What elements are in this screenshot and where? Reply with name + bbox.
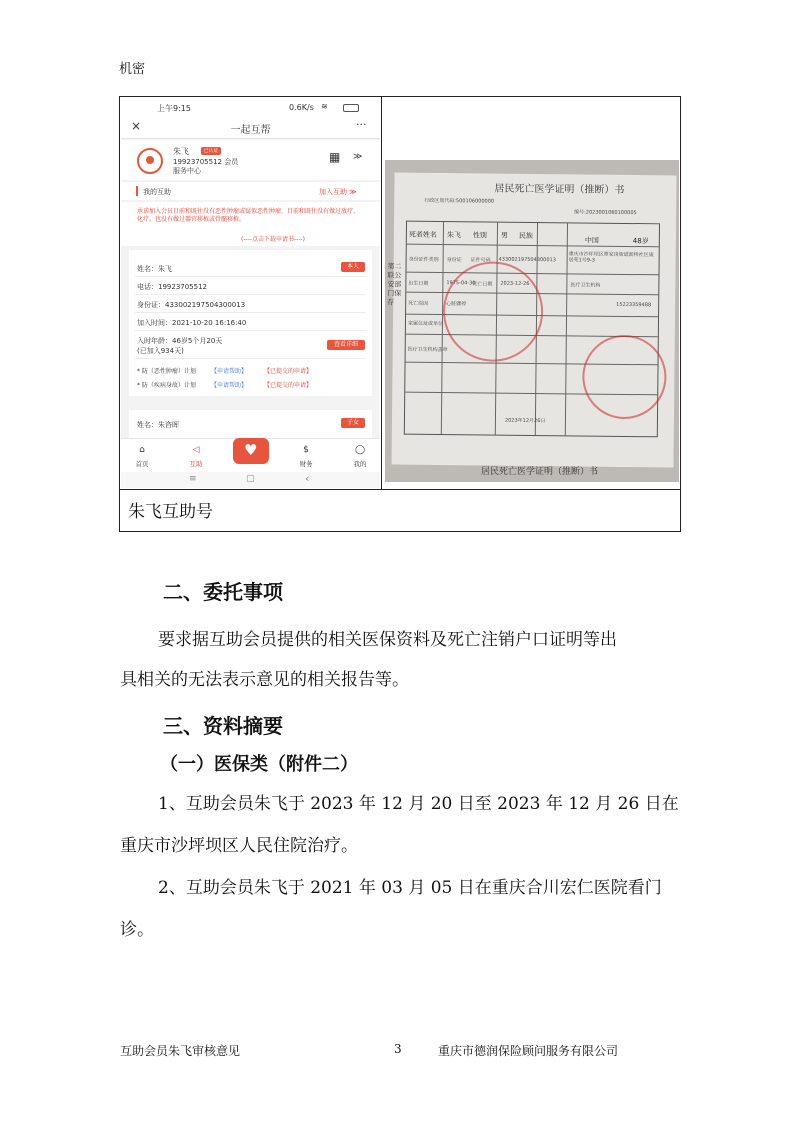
menu-icon[interactable]: ≡ (189, 474, 197, 484)
value-address-residence: 重庆市沙坪坝区覃家岗街道新桥社区康居苑1号9-3 (568, 251, 654, 264)
verified-badge: 已认证 (201, 147, 221, 155)
certificate-date: 2023年12月26日 (504, 417, 546, 425)
member-joined-days: (已加入934天) (137, 347, 184, 355)
tab-mine[interactable]: 我的 (353, 460, 367, 468)
profile-phone: 19923705512 会员 (173, 158, 239, 166)
phone-screenshot (121, 98, 380, 488)
app-titlebar (121, 116, 380, 139)
grid-line (565, 223, 568, 435)
item1-line1: 1、互助会员朱飞于 2023 年 12 月 20 日至 2023 年 12 月 26 日在 (158, 794, 679, 814)
section3-heading: 三、资料摘要 (163, 714, 283, 738)
close-icon[interactable]: × (131, 119, 142, 133)
value-id-type: 身份证 (446, 257, 462, 264)
more-icon[interactable]: ··· (356, 118, 367, 131)
plan-death-submitted-link[interactable]: 【已提交的申请】 (264, 382, 313, 389)
member-name: 姓名：朱飞 (137, 265, 172, 273)
divider (135, 358, 366, 359)
app-title: 一起互帮 (230, 125, 271, 136)
download-application-link[interactable]: (----点击下载申请书----) (241, 236, 306, 243)
finance-icon[interactable]: $ (303, 445, 309, 455)
item1-line2: 重庆市沙坪坝区人民住院治疗。 (120, 836, 358, 856)
grid-line (407, 244, 659, 248)
value-sex: 男 (500, 231, 508, 240)
plan-cancer-label: * 防（恶性肿瘤）计划 (137, 368, 196, 375)
hospital-seal (582, 335, 667, 420)
official-seal (443, 261, 544, 362)
status-bar (121, 98, 380, 116)
table-horizontal-divider (119, 489, 681, 490)
certificate-bottom-title: 居民死亡医学证明（推断）书 (481, 467, 599, 477)
profile-name: 朱飞 (173, 147, 189, 156)
member-card-child (129, 410, 372, 440)
value-nationality: 中国 (584, 236, 599, 245)
profile-service: 服务中心 (173, 167, 201, 175)
label-id-number: 证件号码 (470, 257, 491, 264)
certificate-paper (387, 173, 676, 468)
value-death: 2023-12-26 (500, 280, 530, 287)
label-address: 家属住址或单位 (407, 320, 443, 328)
value-id-number: 433002197504300013 (498, 256, 556, 264)
tab-finance[interactable]: 财务 (299, 460, 313, 468)
value-cause: 心脏骤停 (446, 301, 467, 308)
death-certificate-photo (385, 160, 679, 482)
section2-paragraph-line1: 要求据互助会员提供的相关医保资料及死亡注销户口证明等出 (158, 630, 617, 650)
home-icon[interactable]: ⌂ (139, 445, 145, 455)
item2-line1: 2、互助会员朱飞于 2021 年 03 月 05 日在重庆合川宏仁医院看门 (158, 878, 662, 898)
value-name: 朱飞 (446, 231, 461, 240)
certificate-number: 编号:2023001060100005 (574, 209, 637, 217)
section2-paragraph-line2: 具相关的无法表示意见的相关报告等。 (120, 670, 409, 690)
status-time: 上午9:15 (157, 104, 191, 113)
page-number: 3 (394, 1042, 402, 1056)
member-name: 姓名：朱咨晖 (137, 421, 179, 429)
tab-help[interactable]: 互助 (189, 460, 203, 468)
member-card-self (129, 250, 372, 396)
divider (135, 312, 366, 313)
android-nav-bar (121, 472, 380, 488)
my-help-bar (121, 182, 380, 200)
section-marker (136, 186, 138, 196)
value-age: 48岁 (632, 237, 649, 246)
label-cause: 死亡原因 (408, 300, 429, 307)
value-birth: 1975-04-30 (446, 280, 476, 287)
relation-tag: 子女 (341, 418, 365, 428)
certificate-title: 居民死亡医学证明（推断）书 (494, 183, 625, 196)
relation-tag: 本人 (341, 262, 365, 272)
section3-subheading: （一）医保类（附件二） (160, 754, 358, 775)
member-id: 身份证：433002197504300013 (137, 301, 246, 309)
view-details-button[interactable]: 查看详细 (327, 340, 365, 350)
screenshot-caption: 朱飞互助号 (128, 502, 213, 522)
label-birth: 出生日期 (408, 280, 429, 287)
value-phone: 15223359488 (616, 301, 652, 309)
region-code: 行政区划代码:500106000000 (424, 197, 495, 205)
notice-card (121, 202, 380, 246)
divider (135, 294, 366, 295)
label-id-type: 身份证件类别 (408, 256, 439, 263)
side-note: 第二联公安部门保存 (387, 262, 402, 307)
back-icon[interactable]: ‹ (305, 472, 310, 485)
grid-line (406, 272, 658, 276)
home-nav-icon[interactable]: ▢ (246, 474, 255, 484)
value-place: 医疗卫生机构 (570, 282, 601, 289)
table-vertical-divider (381, 96, 382, 489)
confidential-label: 机密 (119, 62, 146, 77)
plan-cancer-submitted-link[interactable]: 【已提交的申请】 (264, 368, 313, 375)
section2-heading: 二、委托事项 (163, 580, 283, 604)
avatar (137, 148, 163, 174)
label-hospital-seal: 医疗卫生机构盖章 (407, 346, 448, 354)
label-nationality: 民族 (518, 231, 533, 240)
wifi-icon: ≋ (321, 102, 328, 111)
profile-arrow-icon[interactable]: ≫ (353, 152, 363, 162)
battery-icon (343, 104, 359, 112)
divider (135, 276, 366, 277)
commitment-notice: 承诺加入会员目前和既往没有恶性肿瘤或疑似恶性肿瘤，目前和既往没有做过放疗、化疗，也没有做过器官移植或骨髓移植。 (137, 208, 360, 223)
member-phone: 电话：19923705512 (137, 283, 207, 291)
footer-company: 重庆市德润保险顾问服务有限公司 (438, 1044, 619, 1058)
profile-icon[interactable]: ◯ (354, 445, 366, 455)
plan-death-label: * 防（疾病身故）计划 (137, 382, 196, 389)
my-help-label: 我的互助 (143, 188, 171, 196)
tab-home[interactable]: 首页 (135, 460, 149, 468)
footer-left: 互助会员朱飞审核意见 (120, 1044, 241, 1058)
label-name: 死者姓名 (408, 230, 437, 239)
label-sex: 性别 (472, 231, 487, 240)
profile-card[interactable] (121, 140, 380, 180)
member-join-age: 入时年龄：46岁5个月20天 (137, 337, 223, 345)
label-death: 死亡日期 (472, 281, 493, 288)
plan-cancer-apply-link[interactable]: 【申请帮助】 (211, 368, 248, 375)
network-speed: 0.6K/s (289, 103, 314, 112)
plan-death-apply-link[interactable]: 【申请帮助】 (211, 382, 248, 389)
heart-action-button[interactable] (233, 438, 269, 464)
qr-code-icon[interactable]: ▦ (329, 150, 341, 164)
help-icon[interactable]: ◁ (192, 445, 200, 455)
grid-line (441, 222, 444, 434)
join-help-link[interactable]: 加入互助 ≫ (319, 188, 357, 196)
member-join-time: 加入时间：2021-10-20 16:16:40 (137, 319, 247, 327)
item2-line2: 诊。 (120, 920, 154, 940)
divider (135, 330, 366, 331)
